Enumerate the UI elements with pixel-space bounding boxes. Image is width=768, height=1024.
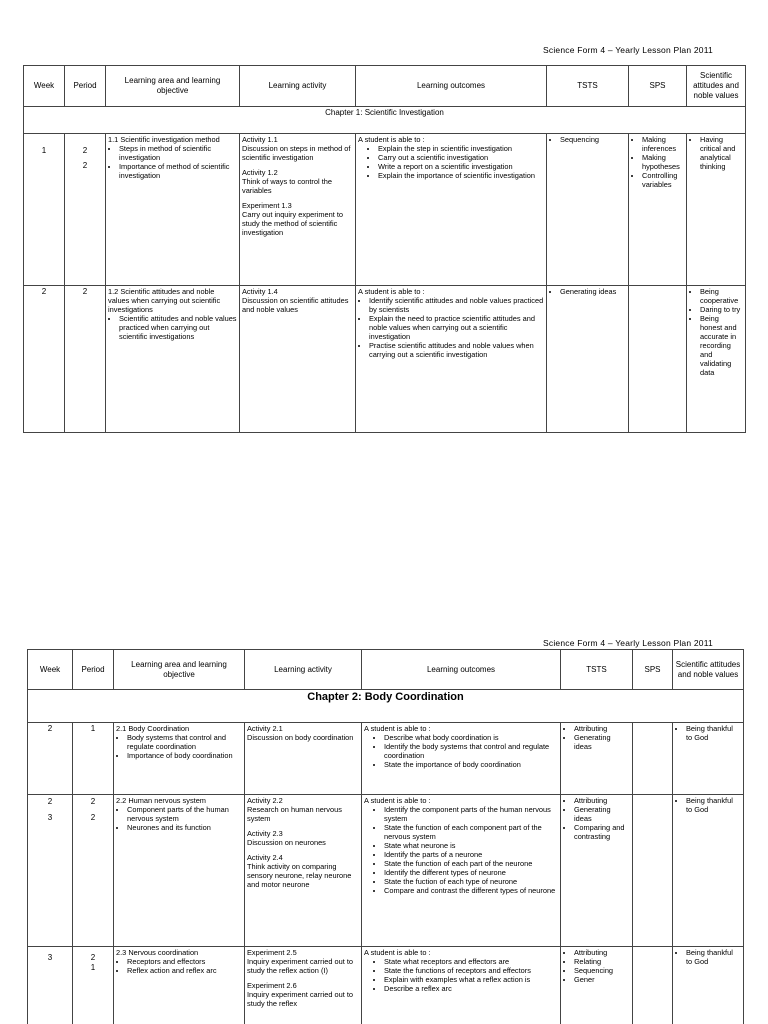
col-header-week: Week [24,66,65,107]
table-row [24,134,746,286]
activity-title: Activity 2.2 [247,796,283,805]
activity-text: Discussion on body coordination [247,733,354,743]
col-header-learning-area: Learning area and learning objective [106,66,240,107]
lesson-plan-table-1 [23,65,746,433]
col-header-learning-area: Learning area and learning objective [114,650,245,690]
area-title: 1.2 Scientific attitudes and noble values when carrying out scientific investigations [108,287,221,315]
learning-area-cell [114,947,245,1024]
list-item: • Reflex action and reflex arc [127,966,242,975]
list-item: • Scientific attitudes and noble values practiced when carrying out scientific investigations [119,314,237,341]
period-value: 2 [90,797,96,806]
list-item: • Being thankful to God [686,724,741,742]
period-cell [73,795,114,947]
col-header-tsts: TSTS [561,650,633,690]
list-item: • Importance of body coordination [127,751,242,760]
period-cell: 2 [65,286,106,433]
period-cell [65,134,106,286]
outcome-intro: A student is able to : [364,796,431,805]
col-header-sps: SPS [633,650,673,690]
lesson-plan-table-2 [27,649,744,1024]
period-value: 2 [90,953,96,962]
page-header-2: Science Form 4 – Yearly Lesson Plan 2011 [543,638,713,648]
period-value: 2 [82,146,88,155]
activity-title: Activity 1.4 [242,287,278,296]
list-item: • Relating [574,957,630,966]
list-item: • State the importance of body coordination [384,760,558,769]
week-cell: 1 [24,134,65,286]
activity-title: Activity 2.3 [247,829,283,839]
table-row [28,947,744,1024]
activity-text: Carry out inquiry experiment to study the method of scientific investigation [242,210,344,238]
table-header-row [28,650,744,690]
list-item: • Having critical and analytical thinking [700,135,743,171]
activity-text: Discussion on scientific attitudes and noble values [242,296,349,315]
col-header-period: Period [65,66,106,107]
outcome-intro: A student is able to : [358,135,425,144]
learning-activity-cell [245,795,362,947]
list-item: • Identify the component parts of the human nervous system [384,805,558,823]
col-header-learning-activity: Learning activity [240,66,356,107]
list-item: • Making inferences [642,135,684,153]
period-cell [73,947,114,1024]
learning-activity-cell [240,286,356,433]
list-item: • State what neurone is [384,841,558,850]
list-item: • Identify the body systems that control and regulate coordination [384,742,558,760]
col-header-sps: SPS [629,66,687,107]
area-title: 2.2 Human nervous system [116,796,206,805]
list-item: • State the functions of receptors and effectors [384,966,558,975]
list-item: • Making hypotheses [642,153,684,171]
list-item: • State the function of each part of the neurone [384,859,558,868]
list-item: • Sequencing [560,135,626,144]
list-item: • Being thankful to God [686,796,741,814]
activity-text: Discussion on neurones [247,838,326,848]
list-item: • Neurones and its function [127,823,242,832]
activity-title: Activity 2.4 [247,853,283,863]
activity-text: Think of ways to control the variables [242,177,332,196]
table-row [24,286,746,433]
learning-area-cell [106,134,240,286]
activity-text: Inquiry experiment carried out to study the reflex action (I) [247,957,353,976]
learning-activity-cell [245,947,362,1024]
list-item: • Component parts of the human nervous system [127,805,242,823]
chapter-row [28,690,744,723]
activity-title: Activity 1.1 [242,135,278,144]
week-cell: 2 [28,723,73,795]
activity-title: Activity 1.2 [242,168,278,178]
learning-outcomes-cell [362,947,561,1024]
area-title: 1.1 Scientific investigation method [108,135,220,144]
list-item: • Controlling variables [642,171,684,189]
list-item: • Carry out a scientific investigation [378,153,544,162]
activity-title: Experiment 2.5 [247,948,297,957]
sps-cell [633,723,673,795]
outcome-intro: A student is able to : [364,948,431,957]
list-item: • Explain the need to practice scientific attitudes and noble values when carrying out a scientific investigation [369,314,544,341]
chapter-title: Chapter 1: Scientific Investigation [24,107,746,134]
list-item: • Steps in method of scientific investigation [119,144,237,162]
activity-title: Experiment 1.3 [242,201,292,211]
page-2-clip [27,649,744,1024]
chapter-title: Chapter 2: Body Coordination [28,690,744,723]
outcome-intro: A student is able to : [364,724,431,733]
learning-area-cell [114,723,245,795]
list-item: • Explain with examples what a reflex action is [384,975,558,984]
area-title: 2.1 Body Coordination [116,724,190,733]
learning-activity-cell [245,723,362,795]
list-item: • Attributing [574,796,630,805]
table-row [28,795,744,947]
list-item: • Practise scientific attitudes and noble values when carrying out a scientific investigation [369,341,544,359]
list-item: • Identify scientific attitudes and noble values practiced by scientists [369,296,544,314]
values-cell [687,286,746,433]
list-item: • Write a report on a scientific investigation [378,162,544,171]
area-title: 2.3 Nervous coordination [116,948,199,957]
learning-outcomes-cell [356,286,547,433]
list-item: • Daring to try [700,305,743,314]
list-item: • Receptors and effectors [127,957,242,966]
list-item: • Generating ideas [560,287,626,296]
list-item: • Gener [574,975,630,984]
list-item: • Identify the parts of a neurone [384,850,558,859]
col-header-period: Period [73,650,114,690]
week-cell: 3 [28,947,73,1024]
list-item: • State the function of each component part of the nervous system [384,823,558,841]
learning-outcomes-cell [362,723,561,795]
list-item: • Importance of method of scientific investigation [119,162,237,180]
list-item: • Attributing [574,948,630,957]
list-item: • Body systems that control and regulate coordination [127,733,242,751]
list-item: • Being honest and accurate in recording and validating data [700,314,743,377]
col-header-values: Scientific attitudes and noble values [687,66,746,107]
list-item: • Being cooperative [700,287,743,305]
col-header-week: Week [28,650,73,690]
period-value: 2 [82,160,88,170]
list-item: • Explain the importance of scientific investigation [378,171,544,180]
sps-cell [633,795,673,947]
page-header-1: Science Form 4 – Yearly Lesson Plan 2011 [543,45,713,55]
sps-cell [629,286,687,433]
tsts-cell [561,723,633,795]
activity-text: Think activity on comparing sensory neurone, relay neurone and motor neurone [247,862,352,890]
activity-text: Inquiry experiment carried out to study the reflex [247,990,353,1009]
list-item: • Explain the step in scientific investigation [378,144,544,153]
learning-activity-cell [240,134,356,286]
tsts-cell [547,134,629,286]
tsts-cell [561,947,633,1024]
list-item: • Describe a reflex arc [384,984,558,993]
col-header-learning-outcomes: Learning outcomes [362,650,561,690]
table-row [28,723,744,795]
list-item: • State the fuction of each type of neurone [384,877,558,886]
learning-outcomes-cell [356,134,547,286]
activity-title: Activity 2.1 [247,724,283,733]
table-header-row [24,66,746,107]
list-item: • Comparing and contrasting [574,823,630,841]
learning-area-cell [114,795,245,947]
week-value: 3 [47,812,53,822]
values-cell [673,947,744,1024]
col-header-learning-outcomes: Learning outcomes [356,66,547,107]
list-item: • Compare and contrast the different types of neurone [384,886,558,895]
week-cell: 2 [24,286,65,433]
list-item: • Describe what body coordination is [384,733,558,742]
outcome-intro: A student is able to : [358,287,425,296]
tsts-cell [547,286,629,433]
values-cell [687,134,746,286]
list-item: • Being thankful to God [686,948,741,966]
week-value: 2 [47,797,53,806]
activity-title: Experiment 2.6 [247,981,297,991]
activity-text: Discussion on steps in method of scientific investigation [242,144,351,163]
period-value: 2 [90,812,96,822]
activity-text: Research on human nervous system [247,805,342,824]
col-header-learning-activity: Learning activity [245,650,362,690]
chapter-row [24,107,746,134]
list-item: • Sequencing [574,966,630,975]
sps-cell [633,947,673,1024]
list-item: • Generating ideas [574,805,630,823]
learning-area-cell [106,286,240,433]
sps-cell [629,134,687,286]
list-item: • Identify the different types of neurone [384,868,558,877]
values-cell [673,795,744,947]
list-item: • Attributing [574,724,630,733]
period-value: 1 [90,962,96,972]
list-item: • State what receptors and effectors are [384,957,558,966]
col-header-values: Scientific attitudes and noble values [673,650,744,690]
tsts-cell [561,795,633,947]
col-header-tsts: TSTS [547,66,629,107]
week-cell [28,795,73,947]
learning-outcomes-cell [362,795,561,947]
list-item: • Generating ideas [574,733,630,751]
values-cell [673,723,744,795]
period-cell: 1 [73,723,114,795]
